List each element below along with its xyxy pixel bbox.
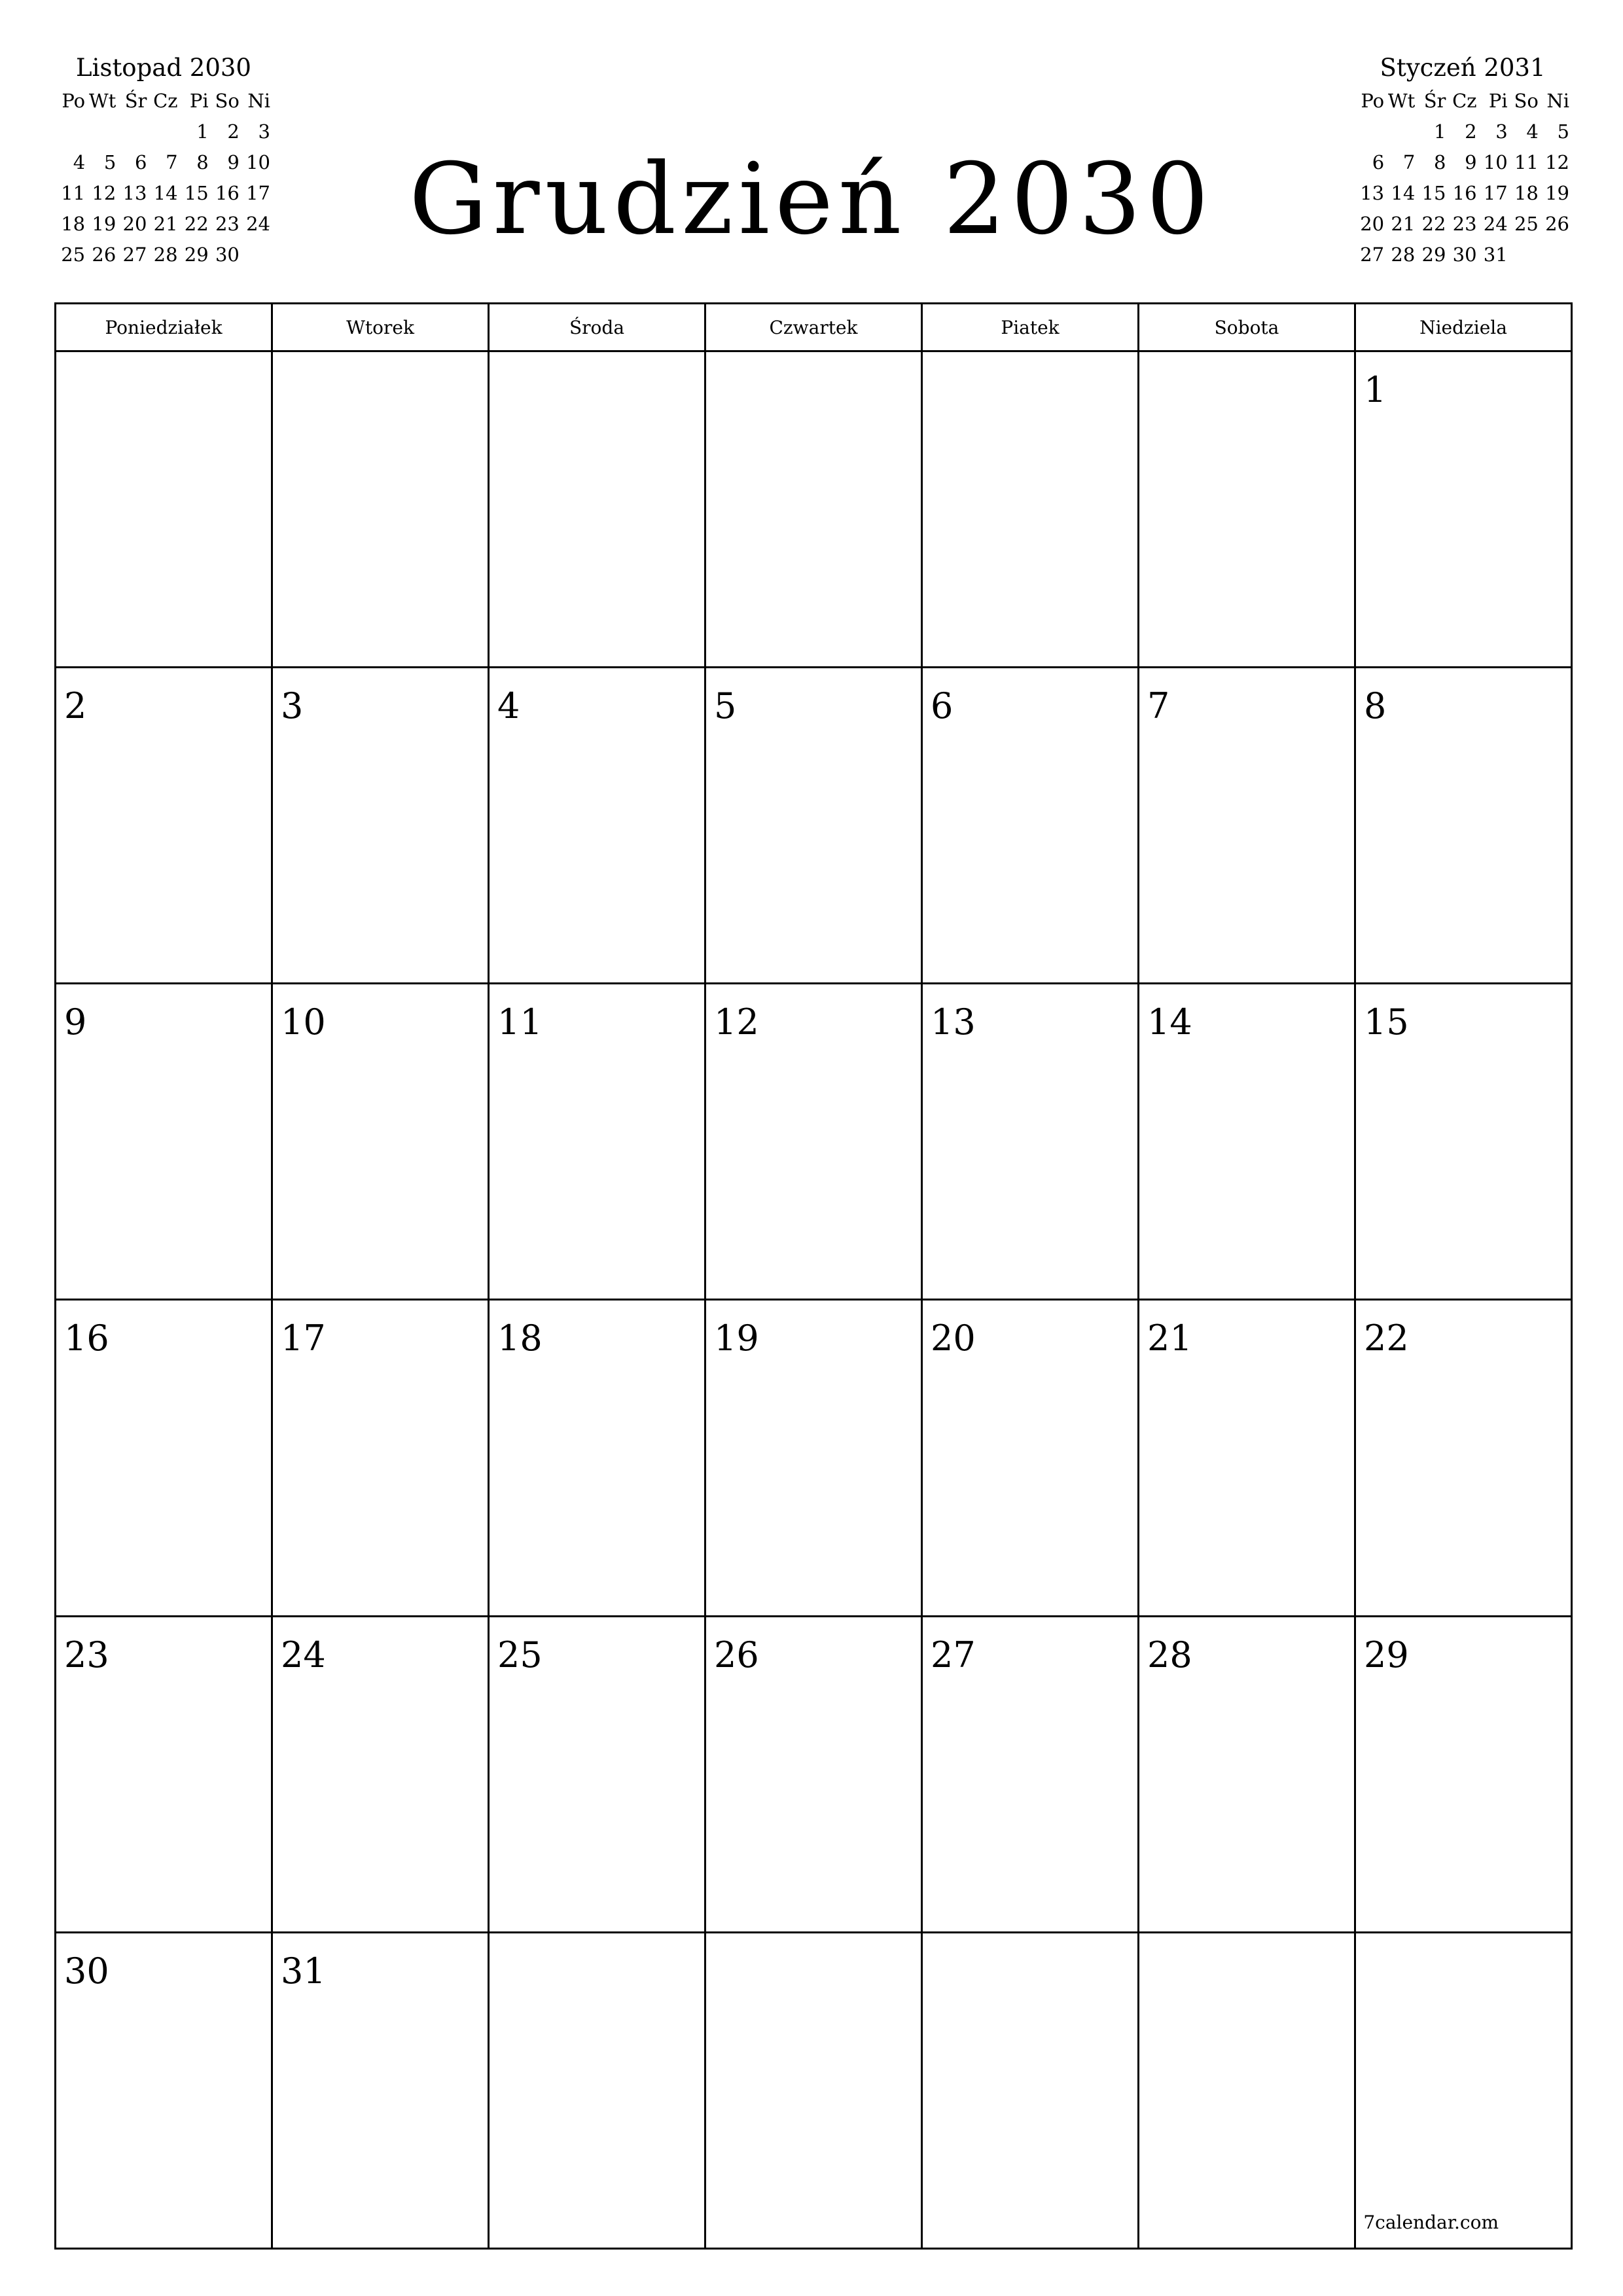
day-number: 29 — [1364, 1634, 1409, 1676]
mini-day: 3 — [1495, 120, 1508, 143]
week-row — [56, 351, 1572, 668]
week-row — [56, 668, 1572, 984]
day-cell[interactable] — [1139, 351, 1355, 668]
next-month-table — [1355, 85, 1571, 270]
week-row — [56, 1616, 1572, 1932]
mini-day: 6 — [134, 151, 147, 173]
mini-day: 29 — [1421, 243, 1446, 266]
day-cell[interactable] — [705, 1300, 922, 1616]
prev-month-weekday-row — [56, 85, 272, 116]
day-number — [706, 352, 921, 370]
week-row — [56, 984, 1572, 1300]
mini-day: 14 — [153, 181, 178, 204]
day-number: 19 — [714, 1318, 759, 1359]
day-number: 30 — [64, 1950, 109, 1992]
mini-day: 26 — [1545, 212, 1569, 235]
mini-day — [1540, 239, 1571, 270]
day-cell[interactable] — [1355, 351, 1572, 668]
mini-day: 21 — [1391, 212, 1416, 235]
day-number: 16 — [64, 1318, 109, 1359]
mini-day — [1355, 116, 1385, 147]
day-cell[interactable] — [705, 984, 922, 1300]
day-number — [923, 352, 1137, 370]
weekday-header-monday: Poniedziałek — [56, 304, 272, 351]
day-cell[interactable] — [56, 351, 272, 668]
day-number: 3 — [281, 685, 304, 727]
day-cell[interactable] — [1355, 668, 1572, 984]
day-cell[interactable] — [1355, 1616, 1572, 1932]
mini-day: 28 — [1391, 243, 1416, 266]
day-number: 31 — [281, 1950, 326, 1992]
mini-weekday: Cz — [1452, 89, 1477, 112]
weekday-header-row — [56, 304, 1572, 351]
mini-week-row — [1355, 147, 1571, 177]
mini-day: 6 — [1372, 151, 1385, 173]
day-cell[interactable] — [922, 1616, 1139, 1932]
day-number: 21 — [1147, 1318, 1192, 1359]
mini-day: 27 — [122, 243, 147, 266]
day-number: 18 — [497, 1318, 543, 1359]
day-cell[interactable] — [922, 1932, 1139, 2248]
day-number: 24 — [281, 1634, 326, 1676]
day-number: 10 — [281, 1001, 326, 1043]
day-cell[interactable] — [1139, 668, 1355, 984]
day-number: 11 — [497, 1001, 543, 1043]
day-number: 23 — [64, 1634, 109, 1676]
mini-day: 12 — [1545, 151, 1569, 173]
mini-week-row — [1355, 208, 1571, 239]
day-number: 8 — [1364, 685, 1387, 727]
mini-day: 13 — [1360, 181, 1385, 204]
mini-day: 4 — [1526, 120, 1539, 143]
mini-week-row — [1355, 116, 1571, 147]
day-number: 25 — [497, 1634, 543, 1676]
day-number: 13 — [931, 1001, 976, 1043]
day-number: 17 — [281, 1318, 326, 1359]
day-cell[interactable] — [272, 351, 489, 668]
mini-day: 30 — [215, 243, 240, 266]
day-cell[interactable] — [272, 984, 489, 1300]
day-number: 26 — [714, 1634, 759, 1676]
day-cell[interactable] — [1139, 1932, 1355, 2248]
day-cell[interactable] — [489, 351, 705, 668]
mini-day — [1509, 239, 1540, 270]
day-cell[interactable] — [56, 984, 272, 1300]
mini-day: 11 — [61, 181, 86, 204]
mini-day: 23 — [215, 212, 240, 235]
mini-day: 8 — [1433, 151, 1446, 173]
mini-day: 22 — [184, 212, 209, 235]
mini-weekday: Pi — [1488, 89, 1508, 112]
day-cell[interactable] — [705, 1932, 922, 2248]
mini-week-row — [56, 239, 272, 270]
next-month-body — [1355, 116, 1571, 270]
mini-weekday: Wt — [1387, 89, 1416, 112]
mini-day: 24 — [246, 212, 270, 235]
mini-weekday: Po — [62, 89, 86, 112]
weekday-header-thursday: Czwartek — [705, 304, 922, 351]
day-number: 9 — [64, 1001, 87, 1043]
prev-month-calendar — [56, 51, 272, 270]
day-cell[interactable] — [272, 668, 489, 984]
mini-day: 14 — [1391, 181, 1416, 204]
day-number: 20 — [931, 1318, 976, 1359]
mini-day — [117, 116, 148, 147]
mini-day: 16 — [215, 181, 240, 204]
watermark: 7calendar.com — [1363, 2211, 1499, 2233]
week-row — [56, 1932, 1572, 2248]
day-cell[interactable] — [1355, 1932, 1572, 2248]
day-cell[interactable] — [489, 984, 705, 1300]
weekday-header-wednesday: Środa — [489, 304, 705, 351]
day-cell[interactable] — [272, 1300, 489, 1616]
mini-day: 8 — [196, 151, 209, 173]
day-number — [56, 352, 271, 370]
mini-day: 18 — [61, 212, 86, 235]
mini-day: 25 — [61, 243, 86, 266]
day-cell[interactable] — [56, 1300, 272, 1616]
day-cell[interactable] — [489, 1300, 705, 1616]
mini-day: 25 — [1514, 212, 1539, 235]
mini-day: 19 — [1545, 181, 1569, 204]
page-title: Grudzień 2030 — [409, 143, 1214, 257]
mini-day: 30 — [1452, 243, 1477, 266]
mini-weekday: Pi — [189, 89, 209, 112]
mini-day: 16 — [1452, 181, 1477, 204]
day-number: 1 — [1364, 369, 1387, 410]
week-row — [56, 1300, 1572, 1616]
mini-day: 23 — [1452, 212, 1477, 235]
weekday-header-sunday: Niedziela — [1355, 304, 1572, 351]
mini-day: 20 — [1360, 212, 1385, 235]
day-cell[interactable] — [272, 1932, 489, 2248]
day-cell[interactable] — [489, 1616, 705, 1932]
next-month-title: Styczeń 2031 — [1380, 54, 1546, 82]
mini-weekday: Ni — [1546, 89, 1569, 112]
mini-week-row — [56, 208, 272, 239]
day-cell[interactable] — [56, 1616, 272, 1932]
mini-weekday: Śr — [1423, 89, 1446, 112]
mini-weekday: So — [1514, 89, 1539, 112]
mini-day: 3 — [258, 120, 270, 143]
day-number: 14 — [1147, 1001, 1192, 1043]
day-number — [1139, 1933, 1354, 1952]
day-cell[interactable] — [705, 1616, 922, 1932]
day-number — [706, 1933, 921, 1952]
prev-month-body — [56, 116, 272, 270]
mini-day — [56, 116, 86, 147]
mini-day: 2 — [1465, 120, 1477, 143]
next-month-calendar — [1355, 51, 1571, 270]
mini-day — [1385, 116, 1416, 147]
mini-day: 4 — [73, 151, 86, 173]
mini-day — [241, 239, 272, 270]
mini-day: 26 — [92, 243, 116, 266]
day-number: 7 — [1147, 685, 1170, 727]
day-cell[interactable] — [56, 1932, 272, 2248]
mini-week-row — [56, 147, 272, 177]
month-grid-body — [56, 351, 1572, 2249]
mini-day: 27 — [1360, 243, 1385, 266]
mini-weekday: Cz — [153, 89, 178, 112]
month-grid — [54, 302, 1573, 2250]
mini-day: 11 — [1514, 151, 1539, 173]
prev-month-title: Listopad 2030 — [76, 54, 251, 82]
mini-day: 12 — [92, 181, 116, 204]
mini-day: 21 — [153, 212, 178, 235]
mini-day: 9 — [1465, 151, 1477, 173]
mini-day: 13 — [122, 181, 147, 204]
mini-day: 2 — [227, 120, 240, 143]
day-cell[interactable] — [1139, 1616, 1355, 1932]
mini-week-row — [56, 116, 272, 147]
day-number — [923, 1933, 1137, 1952]
day-cell[interactable] — [922, 984, 1139, 1300]
mini-day: 15 — [1421, 181, 1446, 204]
mini-day — [86, 116, 117, 147]
day-number — [1139, 352, 1354, 370]
mini-day: 17 — [1483, 181, 1508, 204]
mini-weekday: So — [215, 89, 240, 112]
day-number: 6 — [931, 685, 954, 727]
day-cell[interactable] — [705, 668, 922, 984]
mini-day: 18 — [1514, 181, 1539, 204]
day-cell[interactable] — [922, 351, 1139, 668]
mini-weekday: Wt — [88, 89, 116, 112]
day-cell[interactable] — [1139, 984, 1355, 1300]
day-number — [1356, 1933, 1571, 1952]
mini-day: 20 — [122, 212, 147, 235]
day-number: 28 — [1147, 1634, 1192, 1676]
prev-month-table — [56, 85, 272, 270]
day-cell[interactable] — [272, 1616, 489, 1932]
mini-week-row — [1355, 177, 1571, 208]
day-number: 2 — [64, 685, 87, 727]
mini-day: 5 — [1557, 120, 1569, 143]
weekday-header-tuesday: Wtorek — [272, 304, 489, 351]
mini-weekday: Śr — [124, 89, 147, 112]
day-cell[interactable] — [56, 668, 272, 984]
day-cell[interactable] — [1139, 1300, 1355, 1616]
mini-day: 22 — [1421, 212, 1446, 235]
mini-week-row — [1355, 239, 1571, 270]
mini-day: 10 — [246, 151, 270, 173]
mini-day: 7 — [1402, 151, 1416, 173]
mini-day: 17 — [246, 181, 270, 204]
next-month-weekday-row — [1355, 85, 1571, 116]
mini-day: 19 — [92, 212, 116, 235]
weekday-header-saturday: Sobota — [1139, 304, 1355, 351]
mini-day: 7 — [166, 151, 178, 173]
day-cell[interactable] — [489, 1932, 705, 2248]
day-number: 12 — [714, 1001, 759, 1043]
mini-day: 24 — [1483, 212, 1508, 235]
mini-day: 1 — [1433, 120, 1446, 143]
day-cell[interactable] — [922, 1300, 1139, 1616]
mini-day: 29 — [184, 243, 209, 266]
mini-day: 9 — [227, 151, 240, 173]
day-number — [273, 352, 488, 370]
day-number: 4 — [497, 685, 520, 727]
weekday-header-friday: Piatek — [922, 304, 1139, 351]
day-cell[interactable] — [489, 668, 705, 984]
mini-weekday: Ni — [247, 89, 270, 112]
day-cell[interactable] — [1355, 984, 1572, 1300]
mini-day — [148, 116, 179, 147]
day-cell[interactable] — [1355, 1300, 1572, 1616]
day-number: 15 — [1364, 1001, 1409, 1043]
mini-day: 5 — [103, 151, 116, 173]
day-number — [490, 352, 704, 370]
day-cell[interactable] — [705, 351, 922, 668]
mini-day: 28 — [153, 243, 178, 266]
day-number: 27 — [931, 1634, 976, 1676]
mini-week-row — [56, 177, 272, 208]
day-cell[interactable] — [922, 668, 1139, 984]
mini-day: 31 — [1483, 243, 1508, 266]
day-number: 5 — [714, 685, 737, 727]
day-number: 22 — [1364, 1318, 1409, 1359]
mini-weekday: Po — [1361, 89, 1385, 112]
mini-day: 15 — [184, 181, 209, 204]
mini-day: 10 — [1483, 151, 1508, 173]
day-number — [490, 1933, 704, 1952]
mini-day: 1 — [196, 120, 209, 143]
